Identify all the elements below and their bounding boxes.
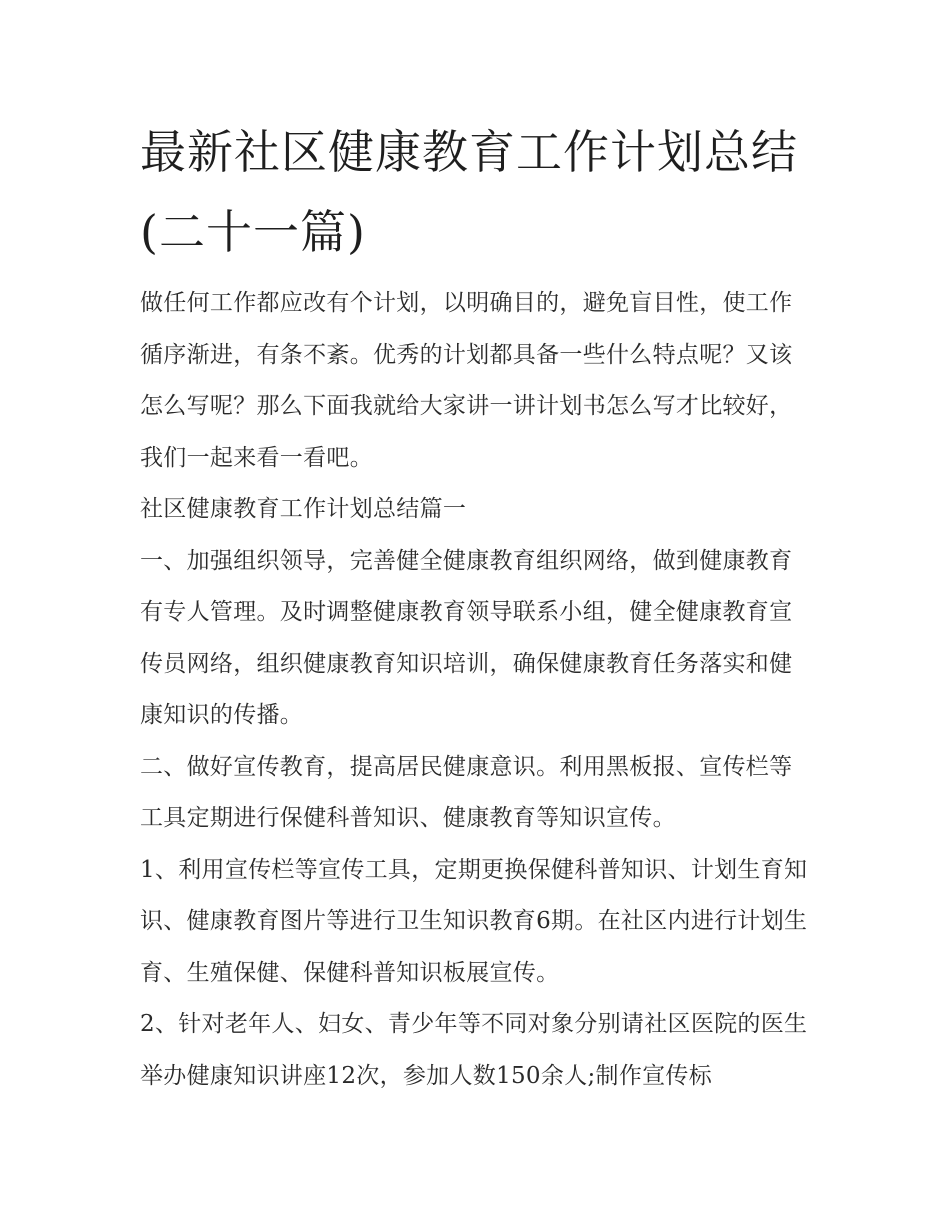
- body-paragraph: 一、加强组织领导，完善健全健康教育组织网络，做到健康教育有专人管理。及时调整健康教育领导联系小组，健全健康教育宣传员网络，组织健康教育知识培训，确保健康教育任务落实和健康知识的传播。: [140, 547, 793, 728]
- document-body: [140, 112, 815, 1102]
- document-title: 最新社区健康教育工作计划总结(二十一篇): [140, 125, 798, 259]
- intro-paragraph: 做任何工作都应改有个计划，以明确目的，避免盲目性，使工作循序渐进，有条不紊。优秀的计划都具备一些什么特点呢？又该怎么写呢？那么下面我就给大家讲一讲计划书怎么写才比较好，我们一起来看一看吧。: [140, 290, 793, 471]
- body-paragraph: 1、利用宣传栏等宣传工具，定期更换保健科普知识、计划生育知识、健康教育图片等进行卫生知识教育6期。在社区内进行计划生育、生殖保健、保健科普知识板展宣传。: [140, 856, 808, 986]
- section-heading: 社区健康教育工作计划总结篇一: [140, 496, 467, 522]
- body-paragraph: 二、做好宣传教育，提高居民健康意识。利用黑板报、宣传栏等工具定期进行保健科普知识、健康教育等知识宣传。: [140, 753, 793, 831]
- body-paragraph: 2、针对老年人、妇女、青少年等不同对象分别请社区医院的医生举办健康知识讲座12次，参加人数150余人;制作宣传标: [140, 1011, 808, 1089]
